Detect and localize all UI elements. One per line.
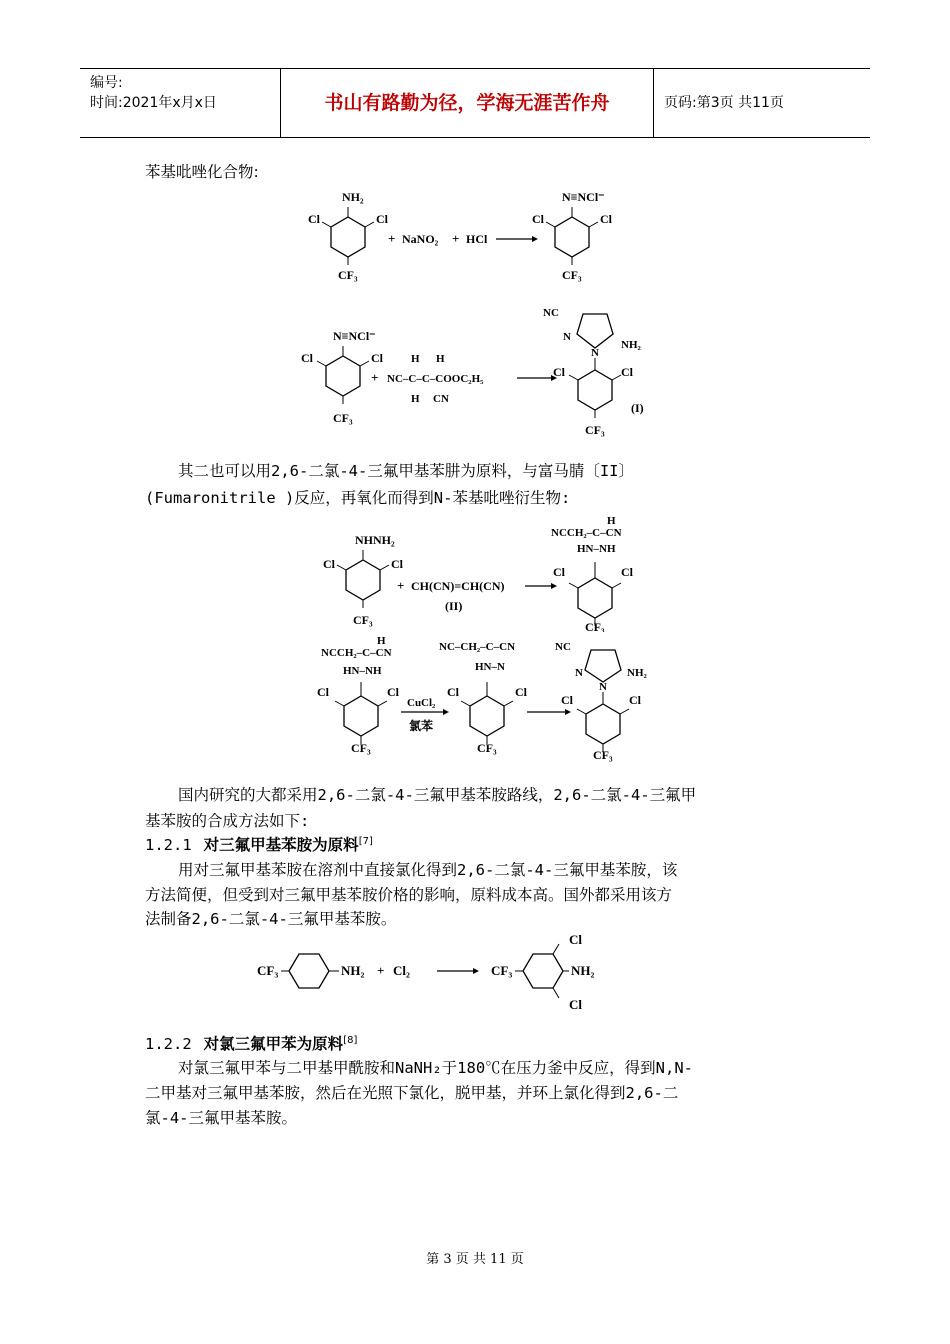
n-label: N — [575, 667, 583, 679]
para3-line2: 基苯胺的合成方法如下: — [145, 812, 310, 830]
nh2-label: NH₂ — [621, 339, 641, 351]
sec2-line1: 对氯三氟甲苯与二甲基甲酰胺和NaNH₂于180℃在压力釜中反应，得到N,N- — [178, 1059, 693, 1077]
nh2-label: NH₂ — [342, 190, 364, 204]
cf3-label: CF₃ — [333, 411, 353, 425]
sec2-line3: 氯-4-三氟甲基苯胺。 — [145, 1109, 297, 1127]
reaction-chlorination — [255, 925, 655, 1015]
page-header — [80, 68, 870, 138]
cl-label: Cl — [376, 212, 388, 226]
nc-label: NC — [543, 307, 559, 319]
intro-text: 苯基吡唑化合物: — [145, 163, 259, 181]
cl-label: Cl — [515, 685, 527, 699]
cl-label: Cl — [371, 351, 383, 365]
para3-line1: 国内研究的大都采用2,6-二氯-4-三氟甲基苯胺路线，2,6-二氯-4-三氟甲 — [178, 786, 697, 804]
cf3-label: CF₃ — [257, 963, 279, 978]
para2-line1: 其二也可以用2,6-二氯-4-三氟甲基苯肼为原料，与富马腈〔II〕 — [178, 462, 634, 480]
n-label: N — [563, 331, 571, 343]
reaction-fumaronitrile — [315, 512, 675, 632]
header-motto: 书山有路勤为径，学海无涯苦作舟 — [324, 92, 610, 114]
compound-i-label: (I) — [631, 401, 644, 415]
aryl-ring — [335, 682, 387, 744]
header-left — [90, 73, 280, 113]
section-number: 1.2.1 — [145, 836, 192, 854]
cf3-label: CF₃ — [338, 268, 358, 282]
diazonium-ring — [546, 207, 598, 265]
reaction-diazotization — [300, 185, 640, 285]
cl-label: Cl — [532, 212, 544, 226]
aryl-ring — [569, 562, 621, 626]
section-heading-1-2-1 — [145, 833, 373, 855]
n2cl-label: N≡NCl⁻ — [333, 329, 376, 343]
cf3-label: CF₃ — [562, 268, 582, 282]
cl-label: Cl — [569, 932, 582, 947]
solvent-label: 氯苯 — [409, 719, 434, 733]
hnnh-label: HN–NH — [577, 543, 616, 555]
cl-label: Cl — [387, 685, 399, 699]
cl2-label: Cl₂ — [393, 963, 410, 978]
nhnh2-label: NHNH₂ — [355, 533, 395, 547]
hnn-label: HN–N — [475, 661, 505, 673]
h-label: H — [377, 635, 386, 647]
header-divider — [653, 69, 654, 137]
cucl2-label: CuCl₂ — [407, 697, 436, 709]
cl-label: Cl — [391, 557, 403, 571]
cf3-label: CF₃ — [351, 741, 371, 755]
cl-label: Cl — [301, 351, 313, 365]
hydrazine-ring — [337, 550, 389, 608]
h-label: H — [411, 353, 420, 365]
cf3-label: CF₃ — [353, 613, 373, 627]
n-label: N — [599, 681, 607, 693]
cl-label: Cl — [621, 565, 633, 579]
nano2-label: NaNO₂ — [402, 232, 439, 246]
fumaronitrile-label: CH(CN)=CH(CN) — [411, 579, 505, 593]
reaction-cyclization — [315, 632, 675, 762]
cl-label: Cl — [447, 685, 459, 699]
diazonium-ring — [317, 346, 369, 404]
aryl-ring — [461, 682, 513, 744]
ncch2b-label: NC–CH₂–C–CN — [439, 641, 516, 653]
sec1-line3: 法制备2,6-二氯-4-三氟甲基苯胺。 — [145, 910, 397, 928]
section-number: 1.2.2 — [145, 1035, 192, 1053]
pyrazole-ring — [585, 650, 621, 682]
aryl-ring — [577, 692, 629, 752]
plus-sign: + — [371, 370, 379, 385]
h-label: H — [411, 393, 420, 405]
page-footer: 第 3 页 共 11 页 — [426, 1252, 524, 1267]
compound-ii-label: (II) — [445, 599, 463, 613]
chain-label: NC–C–C–COOC₂H₅ — [387, 373, 484, 385]
hcl-label: HCl — [466, 232, 488, 246]
cl-label: Cl — [308, 212, 320, 226]
sec1-line2: 方法简便，但受到对三氟甲基苯胺价格的影响，原料成本高。国外都采用该方 — [145, 886, 673, 904]
cl-label: Cl — [553, 365, 565, 379]
sec2-line2: 二甲基对三氟甲基苯胺，然后在光照下氯化，脱甲基，并环上氯化得到2,6-二 — [145, 1084, 679, 1102]
cl-label: Cl — [629, 693, 641, 707]
reaction-pyrazole-formation — [295, 300, 675, 440]
plus-sign: + — [397, 578, 405, 593]
cf3-label: CF₃ — [585, 620, 605, 632]
n2cl-label: N≡NCl⁻ — [562, 190, 605, 204]
aniline-ring — [322, 207, 374, 265]
cn-label: CN — [433, 393, 449, 405]
nc-label: NC — [555, 641, 571, 653]
cf3-label: CF₃ — [585, 423, 605, 437]
sec1-line1: 用对三氟甲基苯胺在溶剂中直接氯化得到2,6-二氯-4-三氟甲基苯胺，该 — [178, 861, 678, 879]
citation-ref: [8] — [343, 1034, 358, 1046]
pyrazole-ring — [577, 314, 613, 348]
cl-label: Cl — [600, 212, 612, 226]
nh2-label: NH₂ — [571, 963, 595, 978]
nh2-label: NH₂ — [627, 667, 647, 679]
nh2-label: NH₂ — [341, 963, 365, 978]
cl-label: Cl — [323, 557, 335, 571]
date-label: 时间:2021年x月x日 — [90, 95, 217, 111]
cl-label: Cl — [561, 693, 573, 707]
para2-line2: (Fumaronitrile )反应，再氧化而得到N-苯基吡唑衍生物: — [145, 489, 571, 507]
citation-ref: [7] — [358, 835, 373, 847]
hnnh-label: HN–NH — [343, 665, 382, 677]
benzene-ring — [289, 954, 329, 988]
cf3-label: CF₃ — [593, 748, 613, 762]
cl-label: Cl — [317, 685, 329, 699]
section-heading-1-2-2 — [145, 1032, 357, 1054]
number-label: 编号: — [90, 75, 123, 91]
cl-label: Cl — [621, 365, 633, 379]
plus-sign: + — [377, 963, 385, 978]
ncch2-label: NCCH₂–C–CN — [551, 527, 622, 539]
cf3-label: CF₃ — [491, 963, 513, 978]
h-label: H — [607, 515, 616, 527]
plus-sign: + — [388, 231, 396, 246]
cl-label: Cl — [553, 565, 565, 579]
cf3-label: CF₃ — [477, 741, 497, 755]
ncch2-label: NCCH₂–C–CN — [321, 647, 392, 659]
section-title: 对氯三氟甲苯为原料 — [203, 1035, 344, 1053]
header-page-info: 页码:第3页 共11页 — [664, 95, 784, 111]
aryl-ring — [569, 358, 621, 418]
cl-label: Cl — [569, 997, 582, 1012]
n-label: N — [591, 347, 599, 359]
section-title: 对三氟甲基苯胺为原料 — [203, 836, 359, 854]
plus-sign: + — [452, 231, 460, 246]
h-label: H — [436, 353, 445, 365]
product-ring — [523, 944, 563, 998]
